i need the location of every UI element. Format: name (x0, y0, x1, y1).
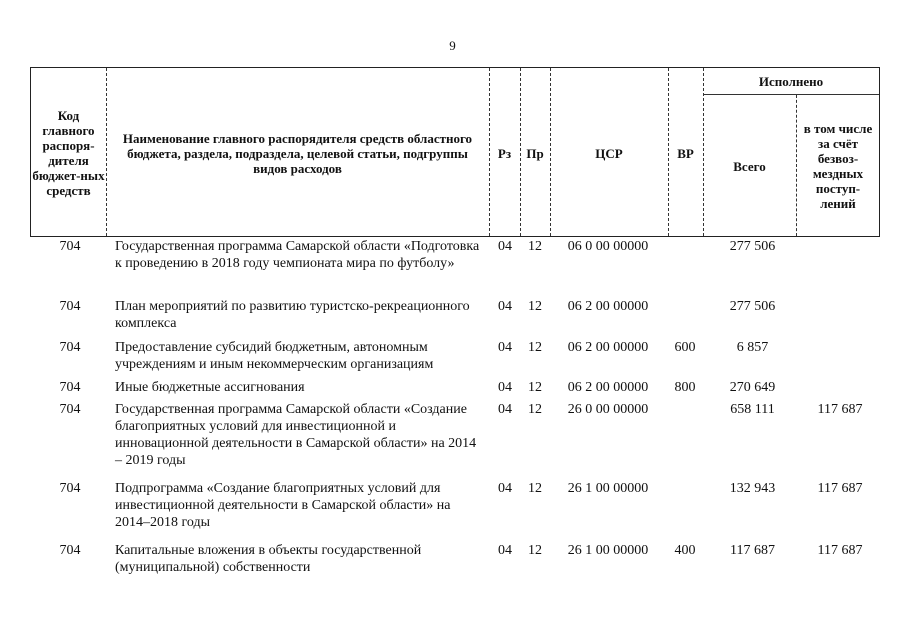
cell-pr: 12 (528, 239, 542, 254)
header-code: Код главного распоря-дителя бюджет-ных средств (32, 108, 105, 198)
cell-vr: 400 (674, 543, 696, 558)
cell-csr: 06 2 00 00000 (567, 340, 649, 355)
cell-name: Капитальные вложения в объекты государственной (муниципальной) собственности (115, 543, 422, 575)
cell-pr: 12 (528, 543, 542, 558)
cell-name: План мероприятий по развитию туристско-рекреационного комплекса (115, 299, 470, 331)
cell-total: 270 649 (729, 380, 776, 395)
cell-name: Государственная программа Самарской области «Подготовка к проведению в 2018 году чемпионата мира по футболу» (115, 239, 480, 271)
cell-code: 704 (59, 299, 81, 314)
cell-code: 704 (59, 380, 81, 395)
cell-code: 704 (59, 543, 81, 558)
cell-free: 117 687 (817, 481, 863, 496)
header-name: Наименование главного распорядителя средств областного бюджета, раздела, подраздела, целевой статьи, подгруппы видов расходов (122, 130, 473, 176)
cell-rz: 04 (498, 299, 512, 314)
cell-code: 704 (59, 402, 81, 417)
cell-csr: 26 1 00 00000 (567, 543, 649, 558)
cell-rz: 04 (498, 402, 512, 417)
cell-total: 6 857 (736, 340, 769, 355)
cell-pr: 12 (528, 481, 542, 496)
cell-total: 658 111 (730, 402, 775, 417)
cell-total: 277 506 (729, 299, 776, 314)
header-total: Всего (733, 158, 766, 174)
column-divider (106, 68, 107, 236)
header-pr: Пр (526, 145, 544, 161)
header-csr: ЦСР (595, 145, 623, 161)
cell-total: 117 687 (730, 543, 775, 558)
cell-name: Государственная программа Самарской области «Создание благоприятных условий для инвестиционной и инновационной деятельности в Самарской области» на 2014 – 2019 годы (115, 402, 477, 468)
cell-csr: 06 2 00 00000 (567, 299, 649, 314)
cell-rz: 04 (498, 340, 512, 355)
cell-name: Подпрограмма «Создание благоприятных условий для инвестиционной деятельности в Самарской области» на 2014–2018 годы (115, 481, 451, 530)
header-vr: ВР (677, 145, 694, 161)
cell-free: 117 687 (817, 543, 863, 558)
header-executed: Исполнено (758, 73, 824, 89)
cell-total: 132 943 (729, 481, 776, 496)
cell-rz: 04 (498, 543, 512, 558)
cell-name: Предоставление субсидий бюджетным, автономным учреждениям и иным некоммерческим организациям (115, 340, 434, 372)
cell-rz: 04 (498, 380, 512, 395)
cell-csr: 26 1 00 00000 (567, 481, 649, 496)
cell-csr: 26 0 00 00000 (567, 402, 649, 417)
cell-rz: 04 (498, 481, 512, 496)
table-header (30, 67, 880, 237)
cell-free: 117 687 (817, 402, 863, 417)
column-divider (796, 95, 797, 236)
header-rz: Рз (497, 145, 512, 161)
cell-total: 277 506 (729, 239, 776, 254)
page-number: 9 (449, 38, 456, 53)
header-incl-free: в том числе за счёт безвоз-мездных поступ-лений (803, 121, 873, 211)
cell-code: 704 (59, 481, 81, 496)
cell-pr: 12 (528, 340, 542, 355)
cell-csr: 06 2 00 00000 (567, 380, 649, 395)
cell-pr: 12 (528, 402, 542, 417)
cell-code: 704 (59, 340, 81, 355)
cell-vr: 600 (674, 340, 696, 355)
cell-csr: 06 0 00 00000 (567, 239, 649, 254)
cell-name: Иные бюджетные ассигнования (115, 380, 305, 395)
cell-code: 704 (59, 239, 81, 254)
cell-vr: 800 (674, 380, 696, 395)
cell-pr: 12 (528, 380, 542, 395)
cell-pr: 12 (528, 299, 542, 314)
cell-rz: 04 (498, 239, 512, 254)
